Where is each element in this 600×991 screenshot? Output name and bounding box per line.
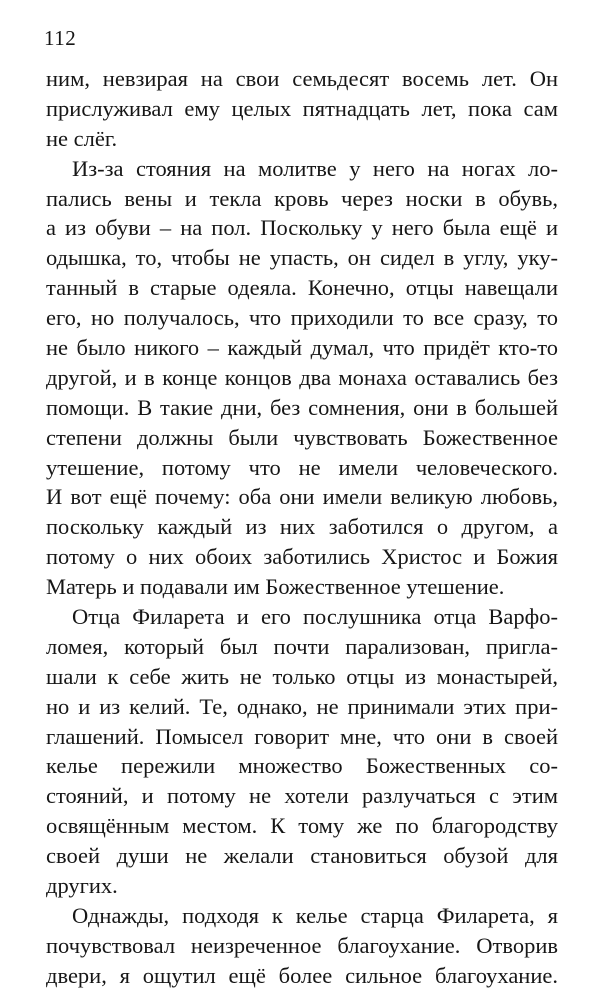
text-line: своей души не желали становиться обузой для — [46, 843, 558, 869]
text-line: одышка, то, чтобы не упасть, он сидел в углу, уку- — [46, 245, 558, 271]
text-line: ним, невзирая на свои семьдесят восемь лет. Он — [46, 66, 558, 91]
body-text — [46, 64, 558, 991]
text-line: Однажды, подходя к келье старца Филарета, я — [72, 902, 558, 928]
text-line: не было никого – каждый думал, что придёт кто-то — [46, 335, 558, 361]
text-line: потому о них обоих заботились Христос и Божия — [46, 544, 558, 570]
text-line: других. — [46, 873, 118, 899]
text-line: Матерь и подавали им Божественное утешение. — [46, 574, 505, 600]
text-line: но и из келий. Те, однако, не принимали этих при- — [46, 693, 558, 719]
text-line: прислуживал ему целых пятнадцать лет, пока сам — [46, 95, 558, 121]
text-line: глашений. Помысел говорит мне, что они в своей — [46, 723, 558, 749]
text-line: шали к себе жить не только отцы из монастырей, — [46, 663, 558, 689]
text-line: И вот ещё почему: оба они имели великую любовь, — [46, 484, 558, 510]
text-line: поскольку каждый из них заботился о другом, а — [46, 514, 558, 540]
text-line: Отца Филарета и его послушника отца Варфо- — [72, 604, 558, 630]
text-line: другой, и в конце концов два монаха оставались без — [46, 364, 558, 390]
paragraph — [46, 64, 558, 154]
page-number: 112 — [44, 26, 77, 50]
text-line: а из обуви – на пол. Поскольку у него была ещё и — [46, 215, 558, 241]
paragraph — [46, 154, 558, 602]
paragraph — [46, 901, 558, 991]
text-line: двери, я ощутил ещё более сильное благоухание. — [46, 962, 558, 988]
text-line: пались вены и текла кровь через носки в обувь, — [46, 185, 558, 211]
text-line: келье пережили множество Божественных со- — [46, 753, 558, 779]
text-line: утешение, потому что не имели человеческого. — [46, 454, 558, 480]
paragraph — [46, 602, 558, 901]
text-line: почувствовал неизреченное благоухание. Отворив — [46, 932, 558, 958]
text-line: освящённым местом. К тому же по благородству — [46, 813, 558, 839]
text-line: стояний, и потому не хотели разлучаться с этим — [46, 783, 558, 809]
text-line: Из-за стояния на молитве у него на ногах ло- — [72, 155, 558, 181]
text-line: танный в старые одеяла. Конечно, отцы навещали — [46, 275, 558, 301]
text-line: степени должны были чувствовать Божественное — [46, 424, 558, 450]
text-line: не слёг. — [46, 125, 118, 151]
text-line: помощи. В такие дни, без сомнения, они в большей — [46, 394, 558, 420]
text-line: его, но получалось, что приходили то все сразу, то — [46, 305, 558, 331]
text-line: ломея, который был почти парализован, пригла- — [46, 633, 558, 659]
